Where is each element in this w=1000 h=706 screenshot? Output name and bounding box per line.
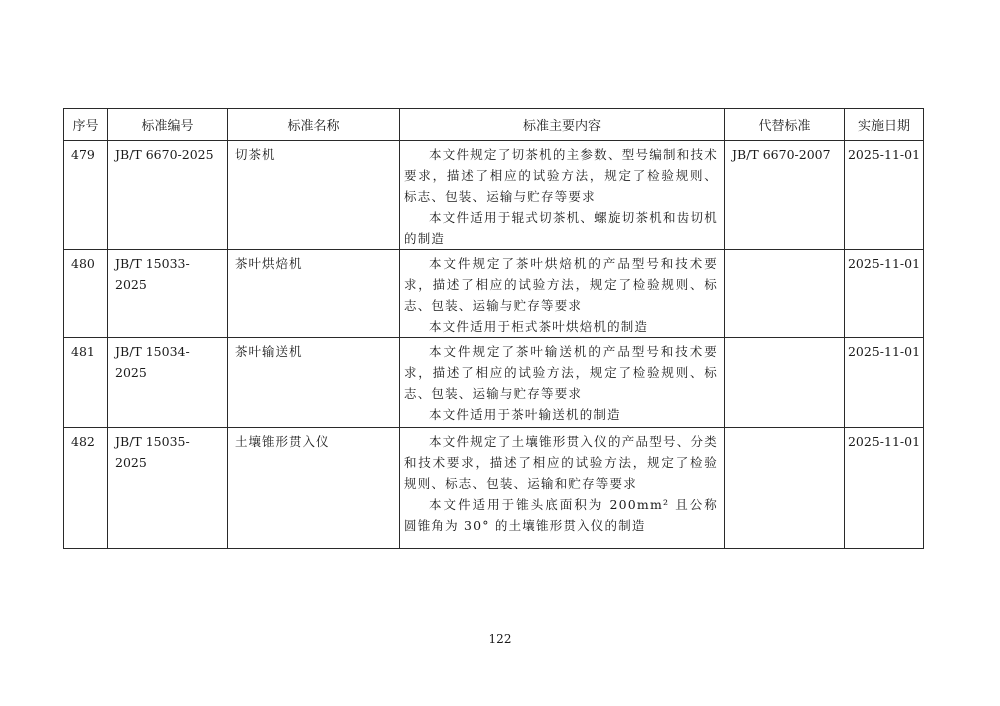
row-standard-code: JB/T 15033-2025 (115, 256, 190, 292)
header-standard-code: 标准编号 (108, 109, 228, 141)
header-replaced-standard: 代替标准 (725, 109, 845, 141)
content-paragraph-application: 本文件适用于茶叶输送机的制造 (429, 407, 621, 422)
content-paragraph-application: 本文件适用于锥头底面积为 200mm² 且公称圆锥角为 30° 的土壤锥形贯入仪的制造 (404, 497, 718, 533)
row-replaced-standard (725, 428, 844, 431)
page-number: 122 (488, 632, 512, 646)
row-effective-date: 2025-11-01 (847, 344, 921, 359)
row-standard-code: JB/T 6670-2025 (115, 147, 214, 162)
row-serial-number: 480 (71, 256, 95, 271)
row-main-content (400, 338, 724, 425)
standards-table (63, 108, 924, 549)
row-replaced-standard (725, 250, 844, 253)
header-main-content: 标准主要内容 (400, 109, 725, 141)
header-standard-name: 标准名称 (228, 109, 400, 141)
content-paragraph-scope: 本文件规定了茶叶烘焙机的产品型号和技术要求，描述了相应的试验方法，规定了检验规则、标志、包装、运输与贮存等要求 (404, 256, 718, 313)
header-serial-number: 序号 (64, 109, 108, 141)
row-main-content (400, 141, 724, 249)
row-main-content (400, 428, 724, 536)
row-standard-code: JB/T 15034-2025 (115, 344, 190, 380)
row-effective-date: 2025-11-01 (847, 434, 921, 449)
content-paragraph-scope: 本文件规定了茶叶输送机的产品型号和技术要求，描述了相应的试验方法，规定了检验规则、标志、包装、运输与贮存等要求 (404, 344, 718, 401)
table-header-row (64, 109, 924, 141)
row-main-content (400, 250, 724, 337)
content-paragraph-application: 本文件适用于柜式茶叶烘焙机的制造 (429, 319, 649, 334)
header-effective-date: 实施日期 (845, 109, 924, 141)
content-paragraph-application: 本文件适用于辊式切茶机、螺旋切茶机和齿切机的制造 (404, 210, 718, 246)
row-standard-name: 茶叶输送机 (235, 344, 303, 359)
row-serial-number: 482 (71, 434, 95, 449)
table-row (64, 338, 924, 428)
row-standard-name: 土壤锥形贯入仪 (235, 434, 330, 449)
table-row (64, 250, 924, 338)
row-standard-name: 茶叶烘焙机 (235, 256, 303, 271)
row-effective-date: 2025-11-01 (847, 256, 921, 271)
row-serial-number: 481 (71, 344, 95, 359)
row-replaced-standard (725, 338, 844, 341)
table-row (64, 141, 924, 250)
table-row (64, 428, 924, 549)
row-replaced-standard: JB/T 6670-2007 (732, 147, 831, 162)
row-standard-code: JB/T 15035-2025 (115, 434, 190, 470)
content-paragraph-scope: 本文件规定了切茶机的主参数、型号编制和技术要求，描述了相应的试验方法，规定了检验规则、标志、包装、运输与贮存等要求 (404, 147, 718, 204)
content-paragraph-scope: 本文件规定了土壤锥形贯入仪的产品型号、分类和技术要求，描述了相应的试验方法，规定了检验规则、标志、包装、运输和贮存等要求 (404, 434, 718, 491)
row-serial-number: 479 (71, 147, 95, 162)
row-standard-name: 切茶机 (235, 147, 276, 162)
row-effective-date: 2025-11-01 (847, 147, 921, 162)
